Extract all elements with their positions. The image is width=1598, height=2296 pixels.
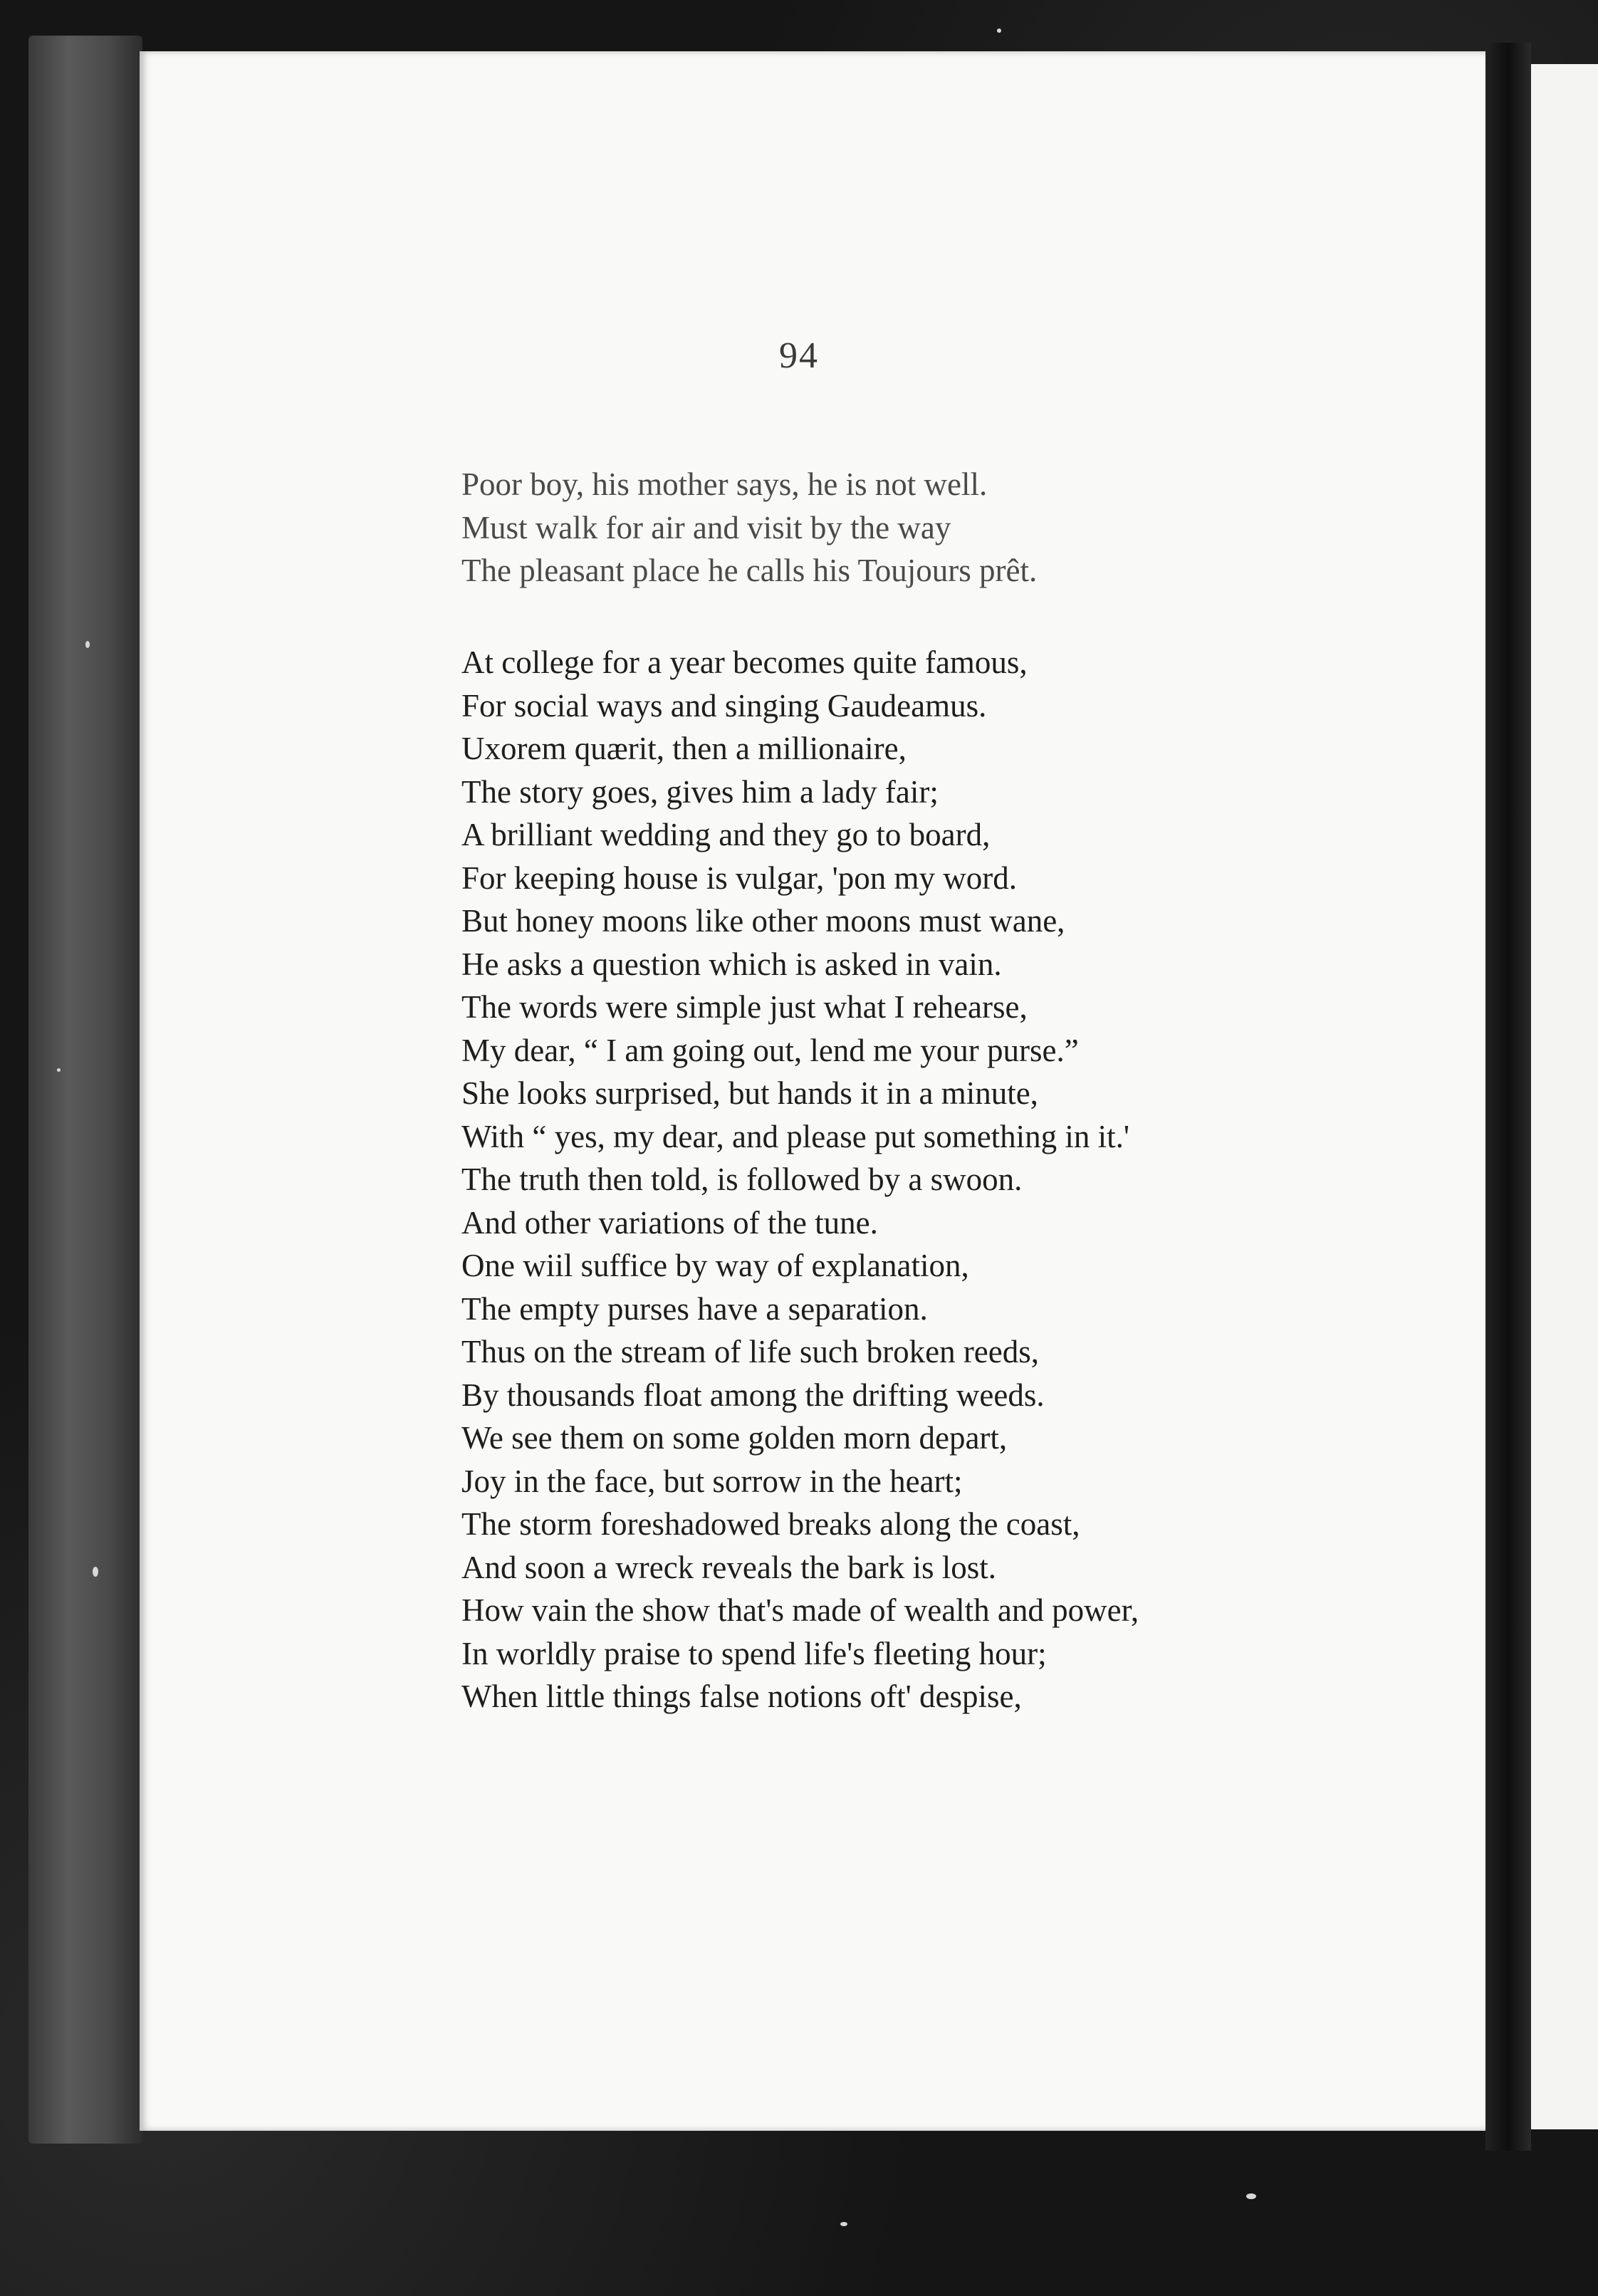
- poem-line: With “ yes, my dear, and please put something in it.': [461, 1118, 1130, 1154]
- poem-line: How vain the show that's made of wealth and power,: [461, 1592, 1139, 1628]
- poem-line: She looks surprised, but hands it in a minute,: [461, 1075, 1038, 1111]
- poem-line: In worldly praise to spend life's fleeting hour;: [461, 1635, 1047, 1671]
- poem-line: For social ways and singing Gaudeamus.: [461, 687, 987, 724]
- poem-line: Must walk for air and visit by the way: [461, 509, 951, 546]
- poem-line: He asks a question which is asked in vain.: [461, 946, 1002, 982]
- poem-line: When little things false notions oft' despise,: [461, 1679, 1022, 1714]
- page-number: 94: [779, 335, 819, 376]
- poem-line: Joy in the face, but sorrow in the heart;: [461, 1463, 963, 1499]
- poem-line: The pleasant place he calls his Toujours prêt.: [461, 553, 1038, 588]
- poem-line: The truth then told, is followed by a swoon.: [461, 1162, 1023, 1197]
- poem-line: A brilliant wedding and they go to board,: [461, 817, 991, 852]
- poem-line: And other variations of the tune.: [461, 1204, 878, 1241]
- poem-line: Uxorem quærit, then a millionaire,: [461, 731, 907, 766]
- stanza-2: [461, 641, 1139, 1718]
- poem-line: By thousands float among the drifting weeds.: [461, 1377, 1045, 1413]
- poem-line: Thus on the stream of life such broken reeds,: [461, 1334, 1040, 1369]
- poem-line: The storm foreshadowed breaks along the coast,: [461, 1506, 1080, 1542]
- poem-line: The words were simple just what I rehearse,: [461, 989, 1028, 1025]
- poem-line: One wiil suffice by way of explanation,: [461, 1248, 969, 1283]
- poem-line: But honey moons like other moons must wane,: [461, 903, 1065, 939]
- poem-line: The empty purses have a separation.: [461, 1290, 928, 1327]
- poem-line: For keeping house is vulgar, 'pon my word.: [461, 860, 1017, 896]
- poem-line: And soon a wreck reveals the bark is lost.: [461, 1549, 997, 1585]
- poem-line: Poor boy, his mother says, he is not well.: [461, 466, 988, 502]
- stanza-1: [461, 463, 1037, 593]
- poem-line: My dear, “ I am going out, lend me your purse.”: [461, 1032, 1079, 1068]
- poem-line: We see them on some golden morn depart,: [461, 1420, 1008, 1456]
- poem-line: The story goes, gives him a lady fair;: [461, 773, 939, 810]
- poem-line: At college for a year becomes quite famous,: [461, 645, 1028, 680]
